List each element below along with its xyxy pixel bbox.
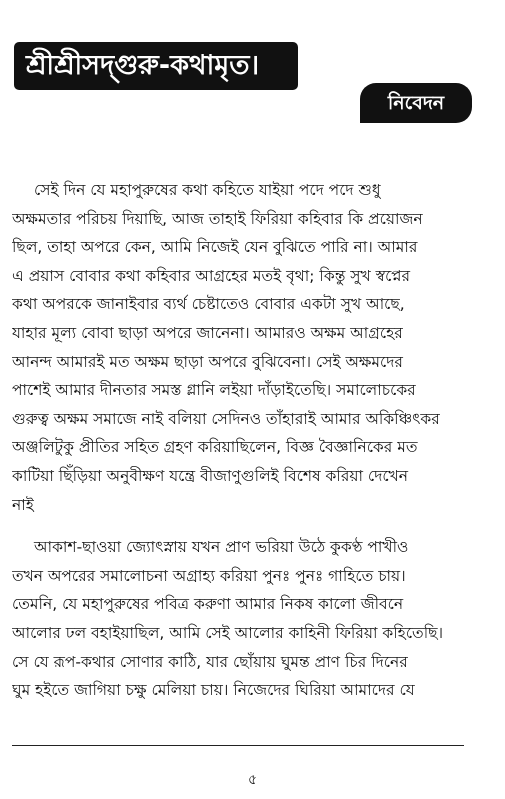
paragraph-1 — [12, 176, 478, 519]
text-line: আনন্দ আমারই মত অক্ষম ছাড়া অপরে বুঝিবেনা। সেই অক্ষমদের — [12, 352, 403, 371]
text-line: গুরুত্ব অক্ষম সমাজে নাই বলিয়া সেদিনও তাঁহারাই আমার অকিঞ্চিৎকর — [12, 409, 440, 428]
text-line: পাশেই আমার দীনতার সমস্ত গ্লানি লইয়া দাঁড়াইতেছি। সমালোচকের — [12, 381, 416, 400]
body-text — [12, 176, 478, 705]
text-line: কথা অপরকে জানাইবার ব্যর্থ চেষ্টাতেও বোবার একটা সুখ আছে, — [12, 295, 405, 314]
text-line: আলোর ঢল বহাইয়াছিল, আমি সেই আলোর কাহিনী ফিরিয়া কহিতেছি। — [12, 623, 444, 642]
text-line: অক্ষমতার পরিচয় দিয়াছি, আজ তাহাই ফিরিয়া কহিবার কি প্রয়োজন — [12, 209, 423, 228]
text-line: আকাশ-ছাওয়া জ্যোৎস্নায় যখন প্রাণ ভরিয়া উঠে কুকণ্ঠ পাখীও — [34, 538, 409, 557]
book-title-banner — [14, 42, 298, 90]
text-line: সেই দিন যে মহাপুরুষের কথা কহিতে যাইয়া পদে পদে শুধু — [34, 181, 381, 199]
footer-divider — [12, 745, 464, 746]
text-line: অঞ্জলিটুকু প্রীতির সহিত গ্রহণ করিয়াছিলেন, বিজ্ঞ বৈজ্ঞানিকের মত — [12, 438, 418, 457]
text-line: তেমনি, যে মহাপুরুষের পবিত্র করুণা আমার নিকষ কালো জীবনে — [12, 595, 404, 614]
text-line: ঘুম হইতে জাগিয়া চক্ষু মেলিয়া চায়। নিজেদের ঘিরিয়া আমাদের যে — [12, 681, 415, 700]
section-heading: নিবেদন — [387, 92, 445, 114]
text-line: এ প্রয়াস বোবার কথা কহিবার আগ্রহের মতই বৃথা; কিন্তু সুখ স্বপ্নের — [12, 266, 411, 285]
text-line: কাটিয়া ছিঁড়িয়া অনুবীক্ষণ যন্ত্রে বীজাণুগুলিই বিশেষ করিয়া দেখেন — [12, 466, 408, 485]
text-line: নাই — [12, 495, 34, 514]
text-line: যাহার মূল্য বোবা ছাড়া অপরে জানেনা। আমারও অক্ষম আগ্রহের — [12, 323, 403, 342]
text-line: তখন অপরের সমালোচনা অগ্রাহ্য করিয়া পুনঃ পুনঃ গাহিতে চায়। — [12, 566, 406, 585]
section-heading-tag — [360, 83, 472, 123]
text-line: সে যে রূপ-কথার সোণার কাঠি, যার ছোঁয়ায় ঘুমন্ত প্রাণ চির দিনের — [12, 652, 408, 671]
paragraph-2 — [12, 533, 478, 705]
text-line: ছিল, তাহা অপরে কেন, আমি নিজেই যেন বুঝিতে পারি না। আমার — [12, 238, 418, 257]
book-title: শ্রীশ্রীসদ্‌গুরু-কথামৃত। — [26, 50, 260, 81]
page-number: ৫ — [247, 772, 258, 788]
